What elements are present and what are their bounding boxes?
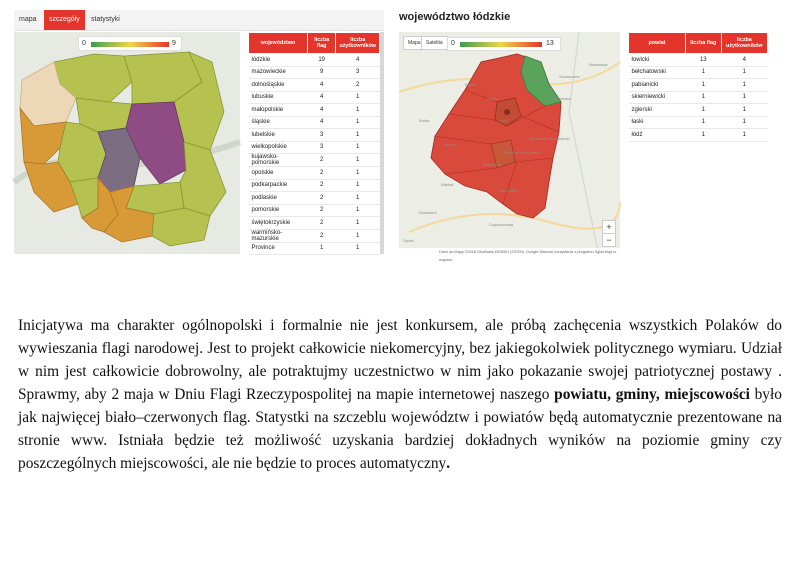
row-name-cell: śląskie — [249, 116, 308, 129]
row-flags-cell: 1 — [685, 79, 721, 92]
row-users-cell: 1 — [336, 179, 380, 192]
table-row[interactable] — [249, 79, 380, 92]
voivodeship-table — [248, 32, 380, 255]
row-flags-cell: 4 — [307, 116, 336, 129]
place-piotrkow: Piotrków Trybunalski — [503, 150, 540, 155]
table-row[interactable] — [249, 154, 380, 167]
row-name-cell: opolskie — [249, 167, 308, 180]
table-row[interactable] — [249, 204, 380, 217]
legend-max: 9 — [172, 40, 176, 47]
row-name-cell: łódzkie — [249, 54, 308, 67]
place-wielun: Wieluń — [441, 182, 454, 187]
tab-mapa[interactable]: mapa — [19, 16, 37, 23]
row-flags-cell: 1 — [685, 104, 721, 117]
row-name-cell: warmińsko-mazurskie — [249, 229, 308, 242]
row-name-cell: pomorskie — [249, 204, 308, 217]
zoom-out-button[interactable]: − — [602, 233, 616, 247]
col-liczba-uzytkownikow[interactable]: liczba użytkowników — [721, 33, 767, 54]
row-flags-cell: 2 — [307, 167, 336, 180]
row-users-cell: 2 — [336, 79, 380, 92]
place-belchatow: Bełchatów — [483, 162, 502, 167]
row-name-cell: wielkopolskie — [249, 141, 308, 154]
table-row[interactable] — [249, 129, 380, 142]
row-flags-cell: 2 — [307, 229, 336, 242]
place-lodz: Łódź — [499, 118, 508, 123]
region-legend — [447, 37, 561, 51]
map-tab-mapa[interactable]: Mapa — [403, 36, 426, 50]
row-name-cell: pabianicki — [629, 79, 686, 92]
row-flags-cell: 2 — [307, 192, 336, 205]
row-name-cell: małopolskie — [249, 104, 308, 117]
col-powiat[interactable]: powiat — [629, 33, 686, 54]
row-flags-cell: 2 — [307, 179, 336, 192]
row-name-cell: mazowieckie — [249, 66, 308, 79]
row-name-cell: skierniewicki — [629, 91, 686, 104]
paragraph-part-2: było jak najwięcej biało–czerwonych flag. Statystki na szczeblu województw i powiatów będą automatycznie prezentowane na stronie www. Istniała będzie też możliwość uzyskania bardziej dokładnych wyników na poziomie gminy czy poszczególnych miejscowości, ale nie będzie to proces automatyczny — [18, 386, 782, 472]
row-users-cell: 4 — [721, 54, 767, 67]
table-row[interactable] — [249, 66, 380, 79]
row-users-cell: 1 — [336, 192, 380, 205]
table-row[interactable] — [629, 79, 768, 92]
place-opole: Opole — [403, 238, 414, 243]
place-kalisz: Kalisz — [419, 118, 430, 123]
row-users-cell: 3 — [336, 66, 380, 79]
table-row[interactable] — [249, 141, 380, 154]
paragraph-bold: powiatu, gminy, miejscowości — [554, 386, 750, 403]
table-row[interactable] — [249, 116, 380, 129]
row-users-cell: 1 — [336, 104, 380, 117]
table-row[interactable] — [629, 91, 768, 104]
place-zgierz: Zgierz — [487, 96, 499, 101]
place-radomsko: Radomsko — [499, 188, 519, 193]
poland-voivodeships-svg — [14, 32, 240, 254]
national-legend — [78, 36, 182, 51]
row-flags-cell: 1 — [685, 116, 721, 129]
table-row[interactable] — [629, 54, 768, 67]
row-users-cell: 1 — [336, 204, 380, 217]
row-users-cell: 1 — [336, 116, 380, 129]
table-row[interactable] — [629, 66, 768, 79]
row-flags-cell: 3 — [307, 129, 336, 142]
table-row[interactable] — [249, 192, 380, 205]
row-users-cell: 1 — [336, 167, 380, 180]
row-users-cell: 1 — [336, 141, 380, 154]
place-kutno: Kutno — [465, 82, 476, 87]
row-flags-cell: 13 — [685, 54, 721, 67]
table-scrollbar[interactable] — [380, 32, 384, 254]
place-sieradz: Sieradz — [443, 142, 457, 147]
region-podkarpackie — [152, 208, 210, 246]
row-flags-cell: 4 — [307, 104, 336, 117]
row-name-cell: Province — [249, 242, 308, 255]
row-name-cell: lubelskie — [249, 129, 308, 142]
map-attribution: Dane do Mapy ©2018 GeoBasis-DE/BKG (©2009), Google Warunki korzystania z programu Zgłoś błąd w mapach — [399, 248, 620, 256]
row-users-cell: 1 — [721, 116, 767, 129]
view-tabs — [14, 10, 384, 31]
county-table — [628, 32, 768, 142]
row-flags-cell: 1 — [685, 91, 721, 104]
row-users-cell: 4 — [336, 54, 380, 67]
row-name-cell: kujawsko-pomorskie — [249, 154, 308, 167]
row-flags-cell: 4 — [307, 79, 336, 92]
place-sochaczew: Sochaczew — [559, 74, 580, 79]
table-row[interactable] — [629, 104, 768, 117]
row-users-cell: 1 — [336, 229, 380, 242]
table-row[interactable] — [249, 104, 380, 117]
row-name-cell: zgierski — [629, 104, 686, 117]
row-name-cell: łowicki — [629, 54, 686, 67]
row-users-cell: 1 — [336, 217, 380, 230]
row-flags-cell: 9 — [307, 66, 336, 79]
table-row[interactable] — [249, 242, 380, 255]
table-header-row — [249, 33, 380, 54]
region-swietokrzyskie — [126, 182, 184, 214]
table-row[interactable] — [249, 54, 380, 67]
row-name-cell: łódź — [629, 129, 686, 142]
row-users-cell: 1 — [721, 104, 767, 117]
row-users-cell: 1 — [336, 242, 380, 255]
place-tomaszow: Tomaszów Mazowiecki — [529, 136, 570, 141]
row-flags-cell: 2 — [307, 217, 336, 230]
place-kluczbork: Kluczbork — [419, 210, 437, 215]
row-name-cell: lubuskie — [249, 91, 308, 104]
row-users-cell: 1 — [721, 91, 767, 104]
table-row[interactable] — [249, 91, 380, 104]
col-liczba-flag[interactable]: liczba flag — [685, 33, 721, 54]
row-flags-cell: 4 — [307, 91, 336, 104]
row-name-cell: podlaskie — [249, 192, 308, 205]
paragraph-part-1: Inicjatywa ma charakter ogólnopolski i formalnie nie jest konkursem, ale próbą zachęcenia wszystkich Polaków do wywieszania flagi narodowej. Jest to projekt całkowicie niekomercyjny, bez jakiegokolwiek politycznego wymiaru. Udział w nim jest całkowicie dobrowolny, ale potraktujmy uczestnictwo w nim jako pokazanie swojej patriotycznej postawy . Sprawmy, aby 2 maja w Dniu Flagi Rzeczypospolitej na mapie internetowej naszego — [18, 317, 782, 403]
poland-map[interactable] — [14, 32, 240, 254]
col-wojewodztwo[interactable]: województwo — [249, 33, 308, 54]
row-users-cell: 1 — [336, 91, 380, 104]
tab-szczegoly[interactable]: szczegóły — [44, 10, 85, 30]
row-name-cell: łaski — [629, 116, 686, 129]
paragraph-end: . — [446, 455, 451, 472]
table-row[interactable] — [249, 217, 380, 230]
row-flags-cell: 3 — [307, 141, 336, 154]
region-legend-min: 0 — [451, 40, 455, 47]
col-liczba-uzytkownikow[interactable]: liczba użytkowników — [336, 33, 380, 54]
row-name-cell: dolnośląskie — [249, 79, 308, 92]
table-row[interactable] — [629, 116, 768, 129]
row-users-cell: 1 — [336, 129, 380, 142]
row-users-cell: 1 — [721, 66, 767, 79]
row-flags-cell: 2 — [307, 154, 336, 167]
place-czestochowa: Częstochowa — [489, 222, 514, 227]
place-lowicz: Łowicz — [529, 78, 542, 83]
table-row[interactable] — [249, 229, 380, 242]
row-flags-cell: 1 — [685, 129, 721, 142]
row-flags-cell: 19 — [307, 54, 336, 67]
description-paragraph — [18, 314, 782, 475]
map-tab-satelita[interactable]: Satelita — [421, 36, 448, 50]
row-users-cell: 1 — [336, 154, 380, 167]
col-liczba-flag[interactable]: liczba flag — [307, 33, 336, 54]
table-header-row — [629, 33, 768, 54]
region-title: województwo łódzkie — [399, 11, 511, 23]
place-skierniewice: Skierniewice — [549, 96, 572, 101]
region-legend-gradient — [460, 42, 542, 47]
place-warszawa: Warszawa — [589, 62, 608, 67]
row-name-cell: podkarpackie — [249, 179, 308, 192]
legend-gradient — [91, 42, 169, 47]
legend-min: 0 — [82, 40, 86, 47]
row-name-cell: bełchatowski — [629, 66, 686, 79]
tab-statystyki[interactable]: statystyki — [91, 16, 120, 23]
row-name-cell: świętokrzyskie — [249, 217, 308, 230]
row-users-cell: 1 — [721, 79, 767, 92]
region-map[interactable] — [399, 32, 620, 262]
row-flags-cell: 1 — [685, 66, 721, 79]
table-row[interactable] — [249, 179, 380, 192]
row-users-cell: 1 — [721, 129, 767, 142]
zoom-in-button[interactable]: + — [602, 220, 616, 234]
row-flags-cell: 2 — [307, 204, 336, 217]
row-flags-cell: 1 — [307, 242, 336, 255]
table-row[interactable] — [249, 167, 380, 180]
region-legend-max: 13 — [546, 40, 554, 47]
table-row[interactable] — [629, 129, 768, 142]
